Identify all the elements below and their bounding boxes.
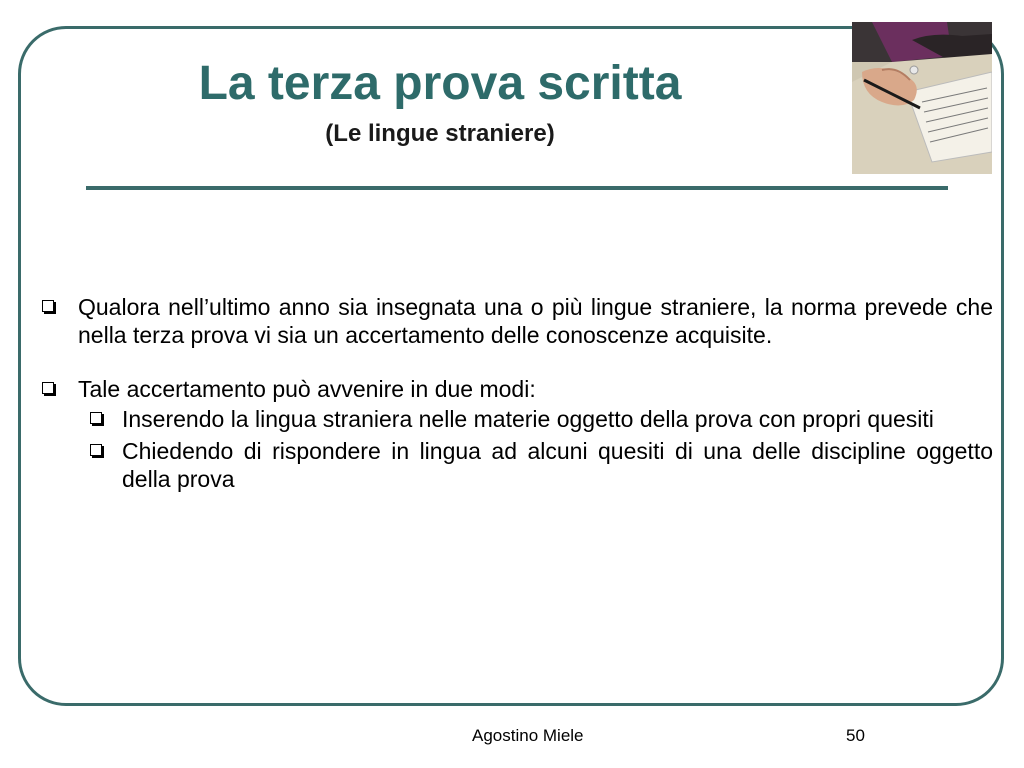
title-divider bbox=[86, 186, 948, 190]
slide-title: La terza prova scritta bbox=[198, 57, 682, 110]
sub-bullet-item bbox=[38, 437, 993, 493]
writing-hands-photo-icon bbox=[852, 22, 992, 174]
sub-bullet-text: Inserendo la lingua straniera nelle materie oggetto della prova con propri quesiti bbox=[122, 406, 934, 432]
sub-bullet-item bbox=[38, 405, 993, 433]
checkbox-bullet-icon bbox=[90, 444, 102, 456]
bullet-text: Tale accertamento può avvenire in due modi: bbox=[78, 376, 536, 402]
bullet-text: Qualora nell’ultimo anno sia insegnata una o più lingue straniere, la norma prevede che nella terza prova vi sia un accertamento delle conoscenze acquisite. bbox=[78, 294, 993, 348]
checkbox-bullet-icon bbox=[90, 412, 102, 424]
checkbox-bullet-icon bbox=[42, 300, 54, 312]
page-number: 50 bbox=[846, 726, 865, 745]
checkbox-bullet-icon bbox=[42, 382, 54, 394]
slide-body bbox=[38, 293, 993, 493]
bullet-item bbox=[38, 293, 993, 349]
bullet-item bbox=[38, 375, 993, 403]
footer-author: Agostino Miele bbox=[472, 726, 584, 745]
sub-bullet-text: Chiedendo di rispondere in lingua ad alcuni quesiti di una delle discipline oggetto della prova bbox=[122, 438, 993, 492]
slide-subtitle: (Le lingue straniere) bbox=[325, 120, 555, 147]
